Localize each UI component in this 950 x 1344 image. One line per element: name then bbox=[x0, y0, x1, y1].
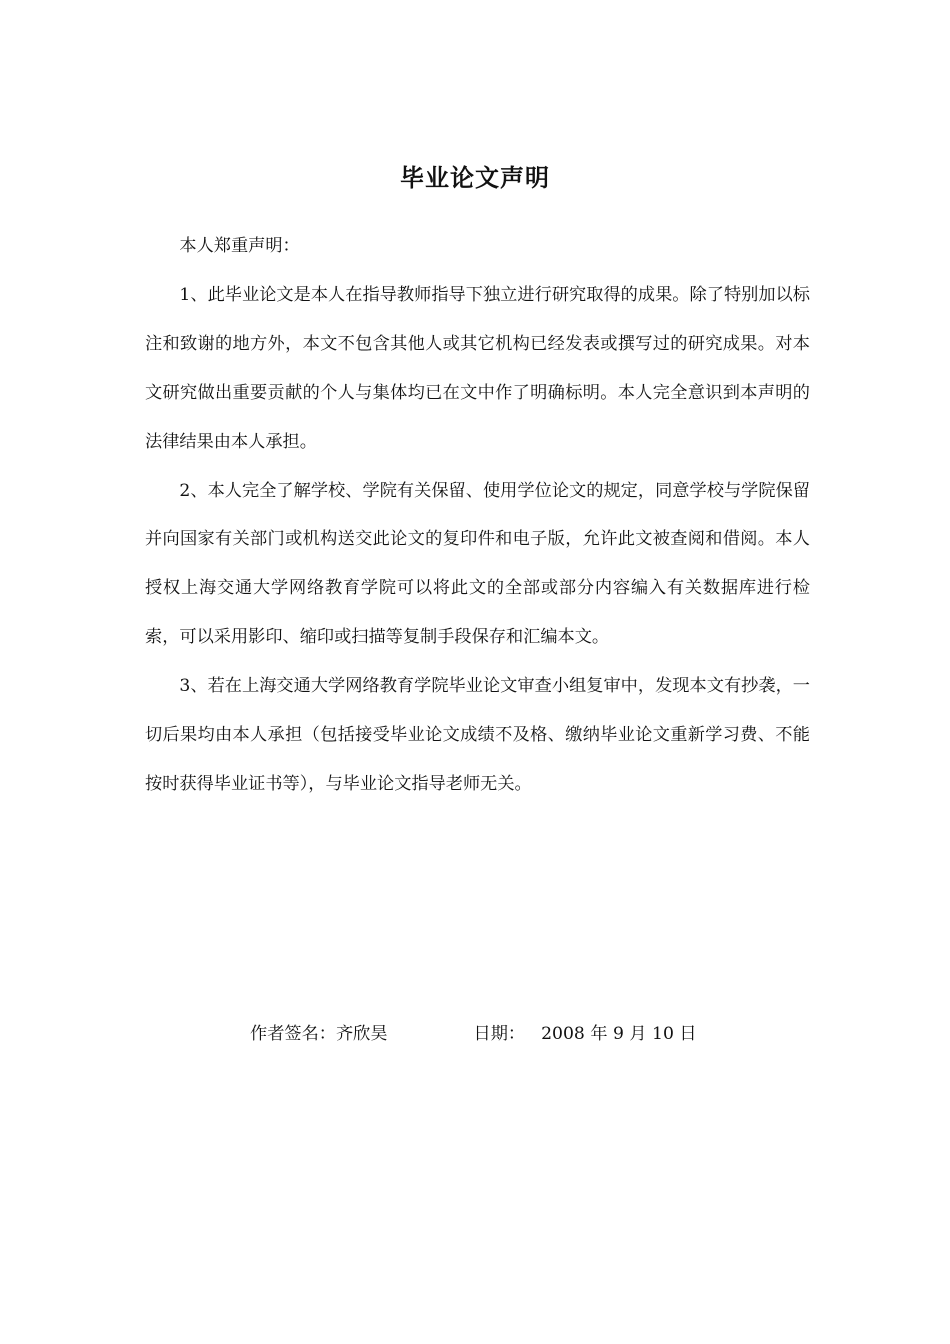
author-name: 齐欣昊 bbox=[335, 1024, 388, 1044]
author-signature-label: 作者签名： bbox=[250, 1024, 336, 1044]
declaration-paragraph-2: 2、本人完全了解学校、学院有关保留、使用学位论文的规定，同意学校与学院保留并向国家有关部门或机构送交此论文的复印件和电子版，允许此文被查阅和借阅。本人授权上海交通大学网络教育学院可以将此文的全部或部分内容编入有关数据库进行检索，可以采用影印、缩印或扫描等复制手段保存和汇编本文。 bbox=[145, 480, 810, 648]
declaration-body bbox=[145, 222, 810, 809]
date-label: 日期： bbox=[473, 1024, 526, 1044]
page-title: 毕业论文声明 bbox=[400, 164, 550, 192]
signature-line bbox=[250, 1019, 697, 1049]
intro-paragraph: 本人郑重声明： bbox=[179, 236, 300, 256]
declaration-paragraph-1: 1、此毕业论文是本人在指导教师指导下独立进行研究取得的成果。除了特别加以标注和致谢的地方外，本文不包含其他人或其它机构已经发表或撰写过的研究成果。对本文研究做出重要贡献的个人与集体均已在文中作了明确标明。本人完全意识到本声明的法律结果由本人承担。 bbox=[145, 284, 810, 452]
date-value: 2008 年 9 月 10 日 bbox=[541, 1024, 697, 1044]
declaration-paragraph-3: 3、若在上海交通大学网络教育学院毕业论文审查小组复审中，发现本文有抄袭，一切后果均由本人承担（包括接受毕业论文成绩不及格、缴纳毕业论文重新学习费、不能按时获得毕业证书等），与毕业论文指导老师无关。 bbox=[145, 676, 810, 794]
